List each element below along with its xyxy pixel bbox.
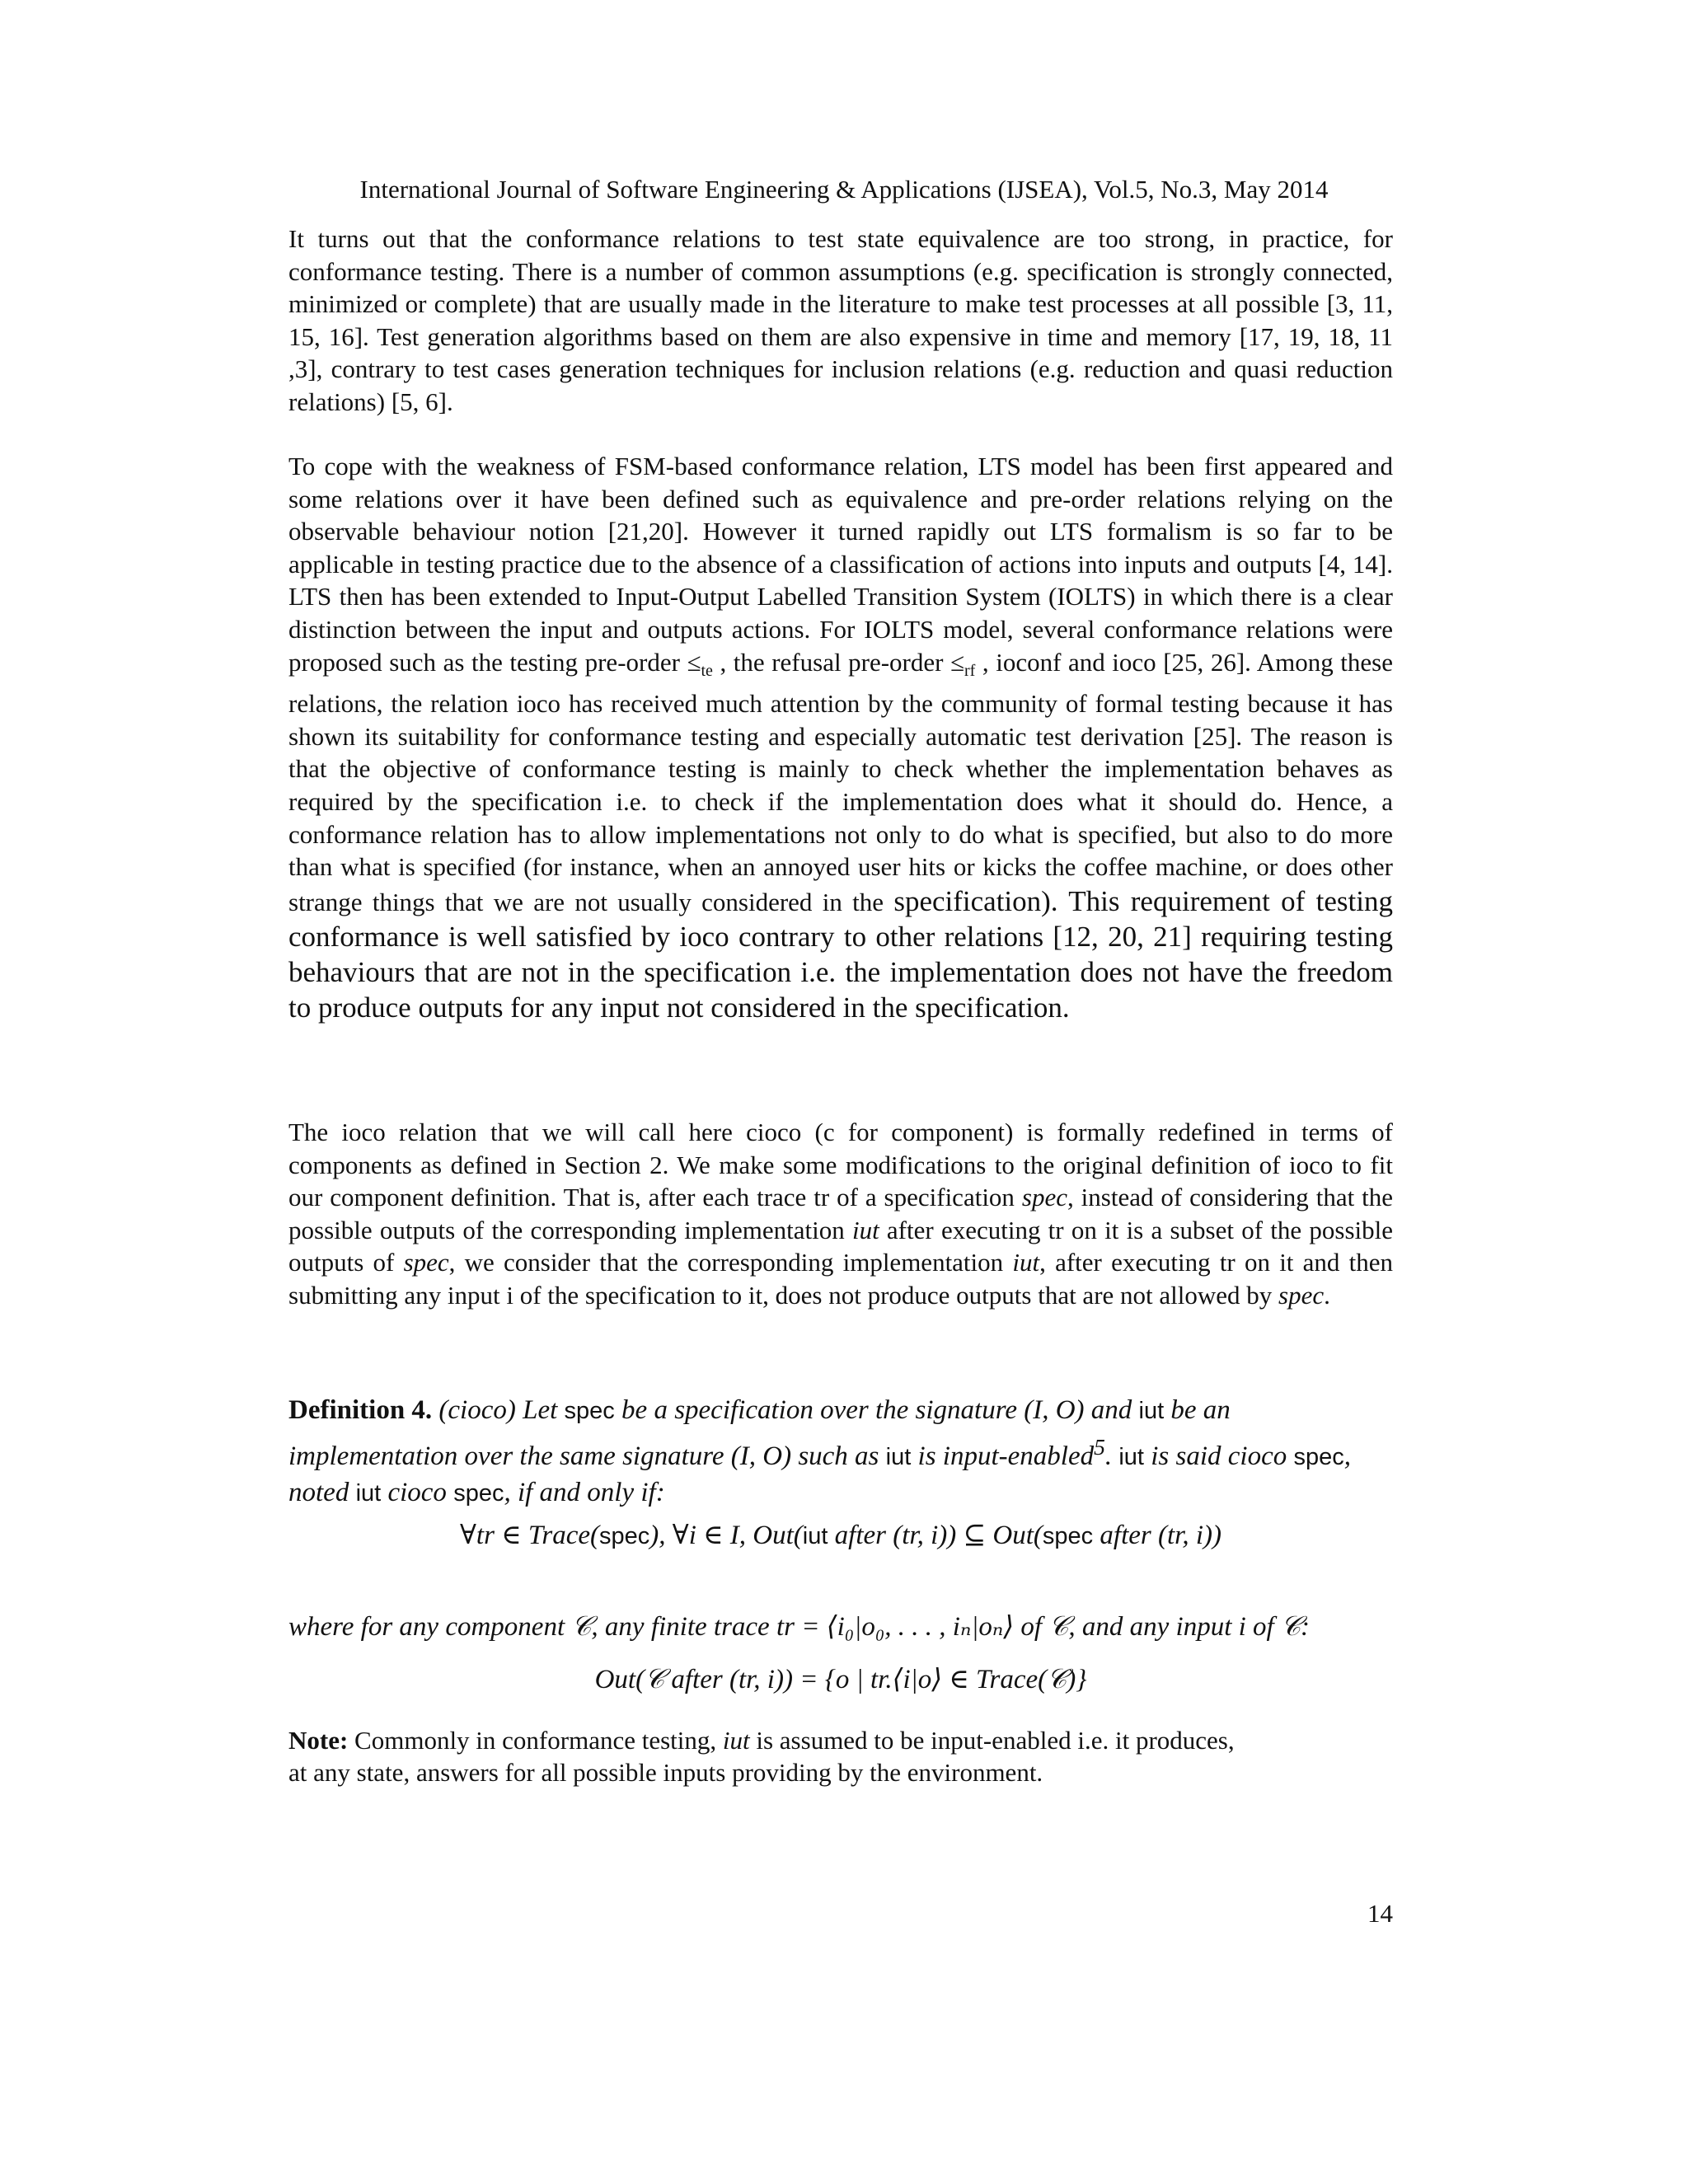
def-text: , noted xyxy=(288,1441,1351,1507)
spec-symbol: spec xyxy=(1293,1444,1344,1470)
note-text: at any state, answers for all possible inputs providing by the environment. xyxy=(288,1758,1043,1787)
definition-statement xyxy=(288,1393,1393,1511)
spec-symbol: spec xyxy=(599,1523,650,1549)
iut-symbol: iut xyxy=(885,1444,912,1470)
def-text: (cioco) Let xyxy=(432,1395,565,1425)
paragraph-cioco-intro xyxy=(288,1116,1393,1312)
formula-cioco xyxy=(288,1518,1393,1551)
def-text: cioco xyxy=(381,1478,454,1507)
formula-part: ∀tr ∈ Trace( xyxy=(460,1521,600,1550)
p2-text-d: specification). This requirement of testing conformance is well satisfied by ioco contrary to other relations [12, 20, 21] requiring testing behaviours that are not in the specification i.e. the implementation does not have the freedom to produce outputs for any input not considered in the specification. xyxy=(288,884,1393,1024)
def-text: , if and only if: xyxy=(504,1478,665,1507)
formula-part: after (tr, i)) ⊆ Out( xyxy=(828,1521,1043,1550)
def-text: is said cioco xyxy=(1144,1441,1294,1471)
spec-symbol: spec xyxy=(453,1480,504,1507)
p3-text-e: , after executing tr on it and then submitting any input i of the specification to it, does not produce outputs that are not allowed by xyxy=(288,1248,1393,1310)
p3-text-a: The ioco relation that we will call here cioco (c for component) is formally redefined in terms of components as defined in Section 2. We make some modifications to the original definition of ioco to fit our component definition. That is, after each trace tr of a specification xyxy=(288,1118,1393,1212)
def-text: be a specification over the signature (I, O) and xyxy=(614,1395,1139,1425)
leq-te: ≤ xyxy=(687,647,701,677)
iut-term: iut xyxy=(1012,1248,1040,1277)
spec-term: spec xyxy=(1021,1183,1067,1212)
p2-text-b: , the refusal pre-order xyxy=(712,647,950,677)
p3-text-d: , we consider that the corresponding implementation xyxy=(448,1248,1013,1277)
subscript-rf: rf xyxy=(964,661,976,680)
running-header: International Journal of Software Engineering & Applications (IJSEA), Vol.5, No.3, May 2014 xyxy=(359,175,1329,204)
formula-out: Out(𝒞 after (tr, i)) = {o | tr.⟨i|o⟩ ∈ Trace(𝒞)} xyxy=(594,1665,1087,1694)
formula-line xyxy=(288,1518,1393,1551)
subscript-te: te xyxy=(701,661,713,680)
iut-symbol: iut xyxy=(1118,1444,1144,1470)
note-text: is assumed to be input-enabled i.e. it produces, xyxy=(749,1726,1235,1755)
paragraph-lts-ioco xyxy=(288,450,1393,1025)
iut-symbol: iut xyxy=(355,1480,382,1507)
p3-text-f: . xyxy=(1324,1280,1330,1310)
leq-rf: ≤ xyxy=(950,647,965,677)
iut-term: iut xyxy=(722,1726,750,1755)
note-label: Note: xyxy=(288,1726,349,1755)
page-number: 14 xyxy=(1367,1899,1393,1928)
definition-heading: Definition 4. xyxy=(288,1395,433,1425)
spec-term: spec xyxy=(1278,1280,1325,1310)
note-text: Commonly in conformance testing, xyxy=(348,1726,723,1755)
iut-symbol: iut xyxy=(802,1523,828,1549)
where-clause: where for any component 𝒞, any finite trace tr = ⟨i₀|o₀, . . . , iₙ|oₙ⟩ of 𝒞, and any input i of 𝒞: xyxy=(288,1612,1310,1642)
definition-4 xyxy=(288,1393,1393,1511)
paragraph-conformance-strength: It turns out that the conformance relations to test state equivalence are too strong, in practice, for conformance testing. There is a number of common assumptions (e.g. specification is strongly connected, minimized or complete) that are usually made in the literature to make test processes at all possible [3, 11, 15, 16]. Test generation algorithms based on them are also expensive in time and memory [17, 19, 18, 11 ,3], contrary to test cases generation techniques for inclusion relations (e.g. reduction and quasi reduction relations) [5, 6]. xyxy=(288,224,1393,416)
def-text: be an implementation over the same signature (I, O) such as xyxy=(288,1395,1231,1471)
iut-term: iut xyxy=(851,1215,879,1244)
def-text: . xyxy=(1104,1441,1119,1471)
formula-out-definition xyxy=(288,1662,1393,1695)
iut-symbol: iut xyxy=(1138,1398,1165,1424)
spec-symbol: spec xyxy=(564,1398,615,1424)
formula-part: after (tr, i)) xyxy=(1093,1521,1221,1550)
p2-text-a: To cope with the weakness of FSM-based conformance relation, LTS model has been first appeared and some relations over it have been defined such as equivalence and pre-order relations relying on the observable behaviour notion [21,20]. However it turned rapidly out LTS formalism is so far to be applicable in testing practice due to the absence of a classification of actions into inputs and outputs [4, 14]. LTS then has been extended to Input-Output Labelled Transition System (IOLTS) in which there is a clear distinction between the input and outputs actions. For IOLTS model, several conformance relations were proposed such as the testing pre-order xyxy=(288,452,1393,677)
def-text: is input-enabled xyxy=(911,1441,1095,1471)
p3-text-b: , instead of considering that the possible outputs of the corresponding implementation xyxy=(288,1183,1393,1244)
formula-part: ), ∀i ∈ I, Out( xyxy=(649,1521,803,1550)
spec-term: spec xyxy=(403,1248,449,1277)
p2-text-c: , ioconf and ioco [25, 26]. Among these relations, the relation ioco has received much attention by the community of formal testing because it has shown its suitability for conformance testing and especially automatic test derivation [25]. The reason is that the objective of conformance testing is mainly to check whether the implementation behaves as required by the specification i.e. to check if the implementation does what it should do. Hence, a conformance relation has to allow implementations not only to do what is specified, but also to do more than what is specified (for instance, when an annoyed user hits or kicks the coffee machine, or does other strange things that we are not usually considered in the xyxy=(288,647,1393,916)
spec-symbol: spec xyxy=(1042,1523,1094,1549)
footnote-mark: 5 xyxy=(1094,1434,1105,1460)
p3-text-c: after executing tr on it is a subset of the possible outputs of xyxy=(288,1215,1394,1277)
note-paragraph xyxy=(288,1724,1393,1788)
